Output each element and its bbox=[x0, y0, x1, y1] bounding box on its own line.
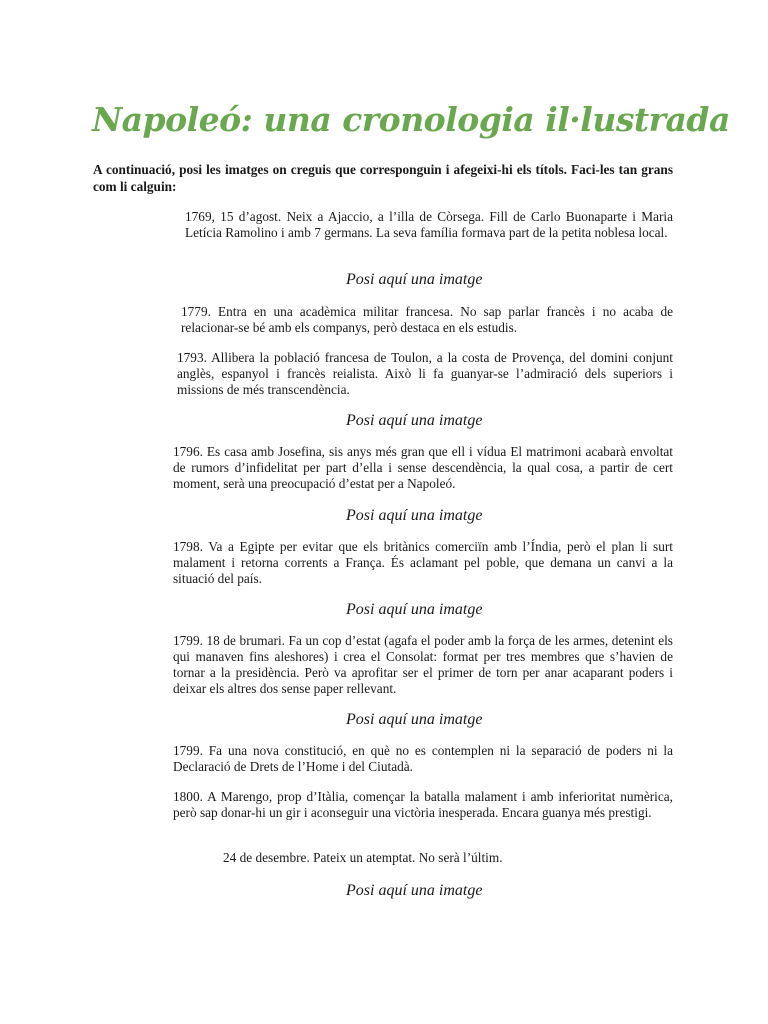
entry-1796: 1796. Es casa amb Josefina, sis anys més gran que ell i vídua El matrimoni acabarà envoltat de rumors d’infidelitat per part d’ella i sense descendència, la qual cosa, a partir de cert moment, serà una preocupació d’estat per a Napoleó. bbox=[173, 444, 673, 491]
instructions-text: A continuació, posi les imatges on creguis que corresponguin i afegeixi-hi els títols. Faci-les tan grans com li calguin: bbox=[93, 162, 673, 194]
image-placeholder-2: Posi aquí una imatge bbox=[346, 412, 483, 429]
image-placeholder-3: Posi aquí una imatge bbox=[346, 507, 483, 524]
entry-24-desembre: 24 de desembre. Pateix un atemptat. No serà l’últim. bbox=[223, 850, 503, 865]
entry-1798: 1798. Va a Egipte per evitar que els britànics comerciïn amb l’Índia, però el plan li surt malament i retorna corrents a França. És aclamant pel poble, que demana un canvi a la situació del país. bbox=[173, 539, 673, 586]
image-placeholder-5: Posi aquí una imatge bbox=[346, 711, 483, 728]
entry-1799-constitution: 1799. Fa una nova constitució, en què no es contemplen ni la separació de poders ni la Declaració de Drets de l’Home i del Ciutadà. bbox=[173, 743, 673, 774]
entry-1769: 1769, 15 d’agost. Neix a Ajaccio, a l’illa de Còrsega. Fill de Carlo Buonaparte i Maria Letícia Ramolino i amb 7 germans. La seva família formava part de la petita noblesa local. bbox=[185, 209, 673, 240]
entry-1793: 1793. Allibera la població francesa de Toulon, a la costa de Provença, del domini conjunt anglès, espanyol i francès reialista. Això li fa guanyar-se l’admiració dels superiors i missions de més transcendència. bbox=[177, 350, 673, 397]
entry-1799-brumari: 1799. 18 de brumari. Fa un cop d’estat (agafa el poder amb la força de les armes, detenint els qui manaven fins aleshores) i crea el Consolat: format per tres membres que s’havien de tornar a la presidència. Però va aprofitar ser el primer de torn per anar acaparant poders i deixar els altres dos sense paper rellevant. bbox=[173, 633, 673, 696]
image-placeholder-4: Posi aquí una imatge bbox=[346, 601, 483, 618]
image-placeholder-1: Posi aquí una imatge bbox=[346, 271, 483, 288]
entry-1779: 1779. Entra en una acadèmica militar francesa. No sap parlar francès i no acaba de relacionar-se bé amb els companys, però destaca en els estudis. bbox=[181, 304, 673, 335]
document-title: Napoleó: una cronologia il·lustrada bbox=[92, 100, 730, 139]
image-placeholder-6: Posi aquí una imatge bbox=[346, 882, 483, 899]
entry-1800: 1800. A Marengo, prop d’Itàlia, començar la batalla malament i amb inferioritat numèrica, però sap donar-hi un gir i aconseguir una victòria inesperada. Encara guanya més prestigi. bbox=[173, 789, 673, 820]
